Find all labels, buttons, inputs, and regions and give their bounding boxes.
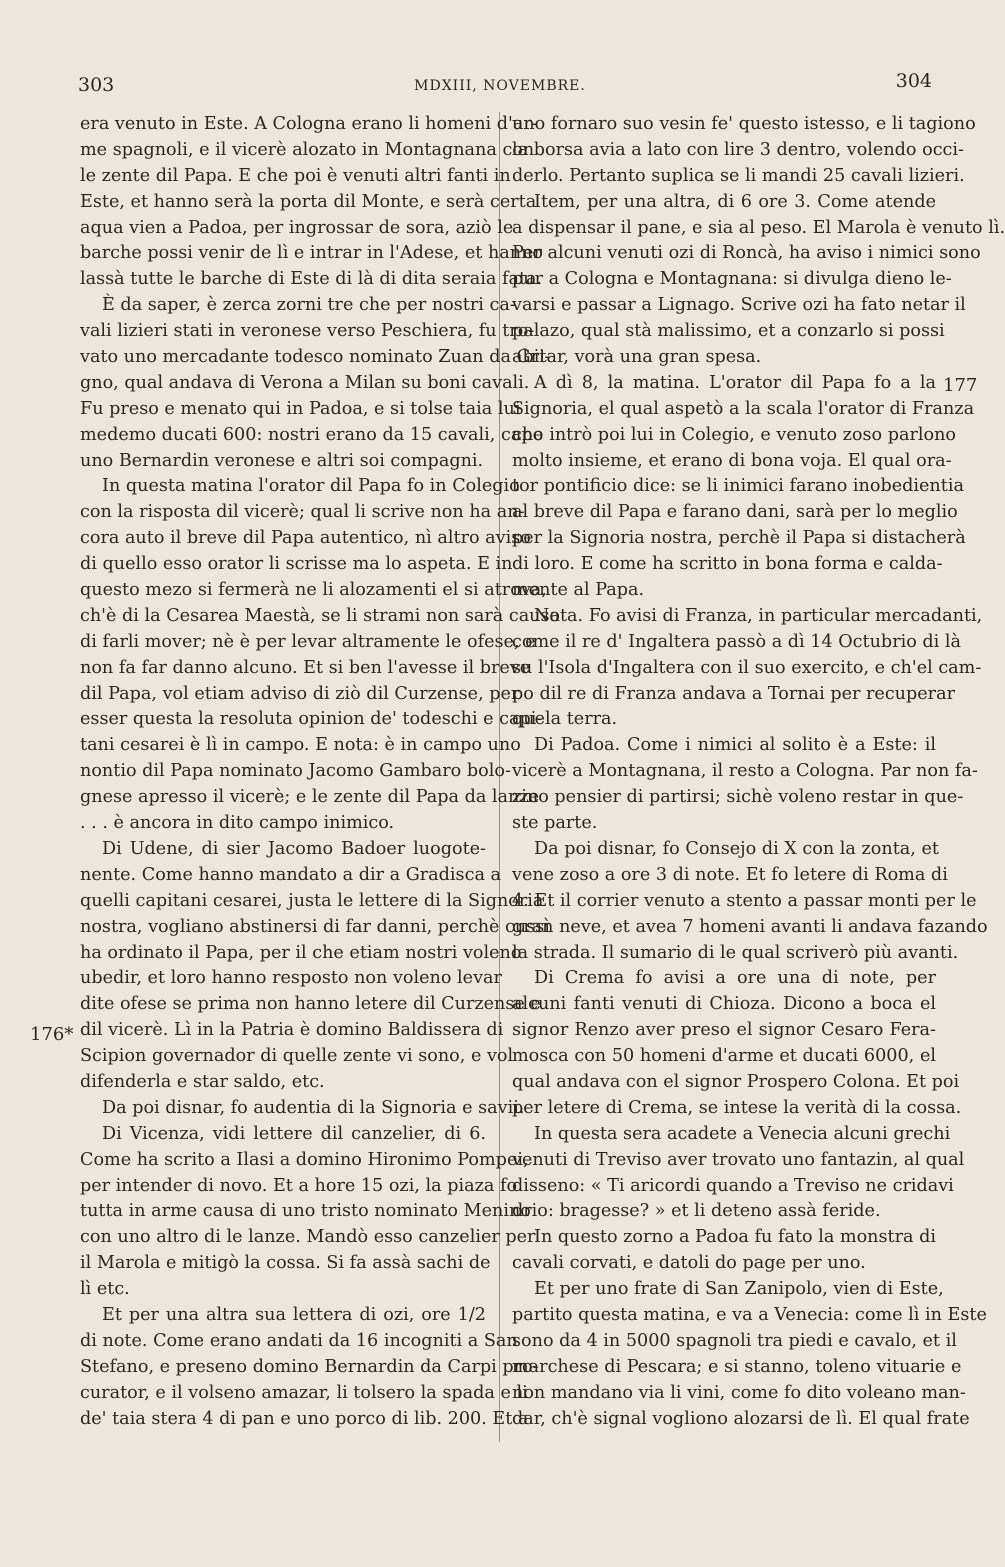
text-line: esser questa la resoluta opinion de' todeschi e capi- [80,709,543,730]
text-line: palazo, qual stà malissimo, et a conzarlo si possi [512,321,945,342]
text-line: Di Padoa. Come i nimici al solito è a Este: il [534,735,936,756]
text-line: per la Signoria nostra, perchè il Papa si distacherà [512,528,966,549]
text-line: ste parte. [512,813,598,834]
text-line: non mandano via li vini, come fo dito voleano man- [512,1382,966,1403]
text-line: Nota. Fo avisi di Franza, in particular mercadanti, [534,605,983,626]
text-line: barche possi venir de lì e intrar in l'Adese, et hanno [80,243,544,264]
margin-note-left: 176* [30,1024,74,1045]
text-line: su l'Isola d'Ingaltera con il suo exercito, e ch'el cam- [512,657,982,678]
text-line: al breve dil Papa e farano dani, sarà per lo meglio [512,502,958,523]
margin-note-right: 177 [943,375,978,396]
text-line: . . . è ancora in dito campo inimico. [80,813,395,834]
text-line: di quello esso orator li scrisse ma lo aspeta. E in [80,554,513,575]
text-line: uno fornaro suo vesin fe' questo istesso, e li tagiono [512,114,976,134]
text-line: Scipion governador di quelle zente vi sono, e vol [80,1046,514,1067]
text-line: partito questa matina, e va a Venecia: come lì in Este [512,1304,987,1325]
text-line: difenderla e star saldo, etc. [80,1071,325,1092]
text-line: alcuni fanti venuti di Chioza. Dicono a boca el [512,994,936,1015]
text-line: nontio dil Papa nominato Jacomo Gambaro bolo- [80,761,511,782]
text-line: In questa sera acadete a Venecia alcuni grechi [534,1123,951,1144]
text-line: cora auto il breve dil Papa autentico, nì altro aviso [80,528,531,549]
text-line: di loro. E come ha scritto in bona forma e calda- [512,554,943,575]
text-line: la strada. Il sumario di le qual scriverò più avanti. [512,942,959,963]
text-line: per intender di novo. Et a hore 15 ozi, la piaza fo [80,1175,518,1196]
text-line: Signoria, el qual aspetò a la scala l'orator di Franza [512,398,975,419]
text-line: derlo. Pertanto suplica se li mandi 25 cavali lizieri. [512,165,965,186]
text-line: In questa matina l'orator dil Papa fo in Colegio [102,476,520,497]
text-line: come il re d' Ingaltera passò a dì 14 Octubrio di là [512,631,962,652]
text-line: la borsa avia a lato con lire 3 dentro, volendo occi- [512,139,964,160]
text-line: Da poi disnar, fo Consejo di X con la zonta, et [534,838,939,859]
text-line: quela terra. [512,709,618,730]
text-line: tani cesarei è lì in campo. E nota: è in campo uno [80,735,521,756]
text-line: non fa far danno alcuno. Et si ben l'avesse il breve [80,657,531,678]
text-line: le zente dil Papa. E che poi è venuti altri fanti in [80,165,511,186]
text-line: abitar, vorà una gran spesa. [512,347,762,368]
left-page-number: 303 [78,74,115,96]
running-title: MDXIII, NOVEMBRE. [414,78,586,94]
text-line: quelli capitani cesarei, justa le lettere di la Signoria [80,890,544,911]
text-line: Et per una altra sua lettera di ozi, ore 1/2 [102,1304,486,1325]
text-line: il Marola e mitigò la cossa. Si fa assà sachi de [80,1253,491,1274]
text-line: nostra, vogliano abstinersi di far danni, perchè cussì [80,916,550,937]
right-page-number: 304 [895,70,932,92]
text-line: gran neve, et avea 7 homeni avanti li andava fazando [512,916,988,937]
text-line: di farli mover; nè è per levar altramente le ofese, e [80,631,536,652]
text-line: Da poi disnar, fo audentia di la Signoria e savii. [102,1097,525,1118]
text-line: nente. Come hanno mandato a dir a Gradisca a [80,864,502,885]
text-line: uno Bernardin veronese e altri soi compagni. [80,450,484,471]
text-line: Di Vicenza, vidi lettere dil canzelier, di 6. [102,1123,486,1144]
text-line: a dispensar il pane, e sia al peso. El Marola è venuto lì. [512,217,1005,238]
text-line: drio: bragesse? » et li deteno assà feride. [512,1201,881,1222]
text-line: A dì 8, la matina. L'orator dil Papa fo a la [534,372,936,393]
text-line: venuti di Treviso aver trovato uno fantazin, al qual [512,1149,965,1170]
text-line: me spagnoli, e il vicerè alozato in Montagnana con [80,139,535,160]
text-line: varsi e passar a Lignago. Scrive ozi ha fato netar il [512,295,966,316]
text-line: disseno: « Ti aricordi quando a Treviso ne cridavi [512,1175,954,1196]
text-line: Come ha scrito a Ilasi a domino Hironimo Pompei, [80,1149,529,1170]
text-line: cavali corvati, e datoli do page per uno. [512,1253,866,1274]
text-line: signor Renzo aver preso el signor Cesaro Fera- [512,1020,936,1041]
text-line: dil Papa, vol etiam adviso di ziò dil Curzense, per [80,683,520,704]
text-line: curator, e il volseno amazar, li tolsero la spada e li [80,1382,528,1403]
text-line: mente al Papa. [512,580,645,601]
text-line: gno, qual andava di Verona a Milan su boni cavali. [80,372,530,393]
text-line: de' taia stera 4 di pan e uno porco di lib. 200. Et a [80,1408,529,1429]
text-line: vicerè a Montagnana, il resto a Cologna. Par non fa- [512,761,978,782]
text-line: Di Crema fo avisi a ore una di note, per [534,968,936,989]
text-line: vato uno mercadante todesco nominato Zuan da Gri- [80,347,551,368]
text-line: Fu preso e menato qui in Padoa, e si tolse taia lui [80,398,521,419]
text-line: aqua vien a Padoa, per ingrossar de sora, aziò le [80,217,514,238]
text-line: dite ofese se prima non hanno letere dil Curzense e [80,994,541,1015]
text-line: marchese di Pescara; e si stanno, toleno vituarie e [512,1356,962,1377]
text-line: vene zoso a ore 3 di note. Et fo letere di Roma di [512,864,948,885]
text-line: qual andava con el signor Prospero Colona. Et poi [512,1071,960,1092]
text-line: era venuto in Este. A Cologna erano li homeni d'ar- [80,114,538,134]
text-line: dil vicerè. Lì in la Patria è domino Baldissera di [80,1020,504,1041]
text-line: medemo ducati 600: nostri erano da 15 cavali, capo [80,424,544,445]
text-line: per letere di Crema, se intese la verità di la cossa. [512,1097,962,1118]
text-line: di note. Come erano andati da 16 incogniti a San [80,1330,518,1351]
text-line: mosca con 50 homeni d'arme et ducati 6000, el [512,1046,936,1067]
text-line: In questo zorno a Padoa fu fato la monstra di [534,1227,936,1248]
text-line: Este, et hanno serà la porta dil Monte, e serà certa [80,191,537,212]
text-line: Di Udene, di sier Jacomo Badoer luogote- [102,838,486,859]
text-line: Et per uno frate di San Zanipolo, vien di Este, [534,1279,944,1300]
text-line: lassà tutte le barche di Este di là di dita seraia fata. [80,269,543,290]
text-line: pur a Cologna e Montagnana: si divulga dieno le- [512,269,952,290]
running-header [0,70,1000,100]
text-line: tor pontificio dice: se li inimici farano inobedientia [512,476,964,497]
text-line: È da saper, è zerca zorni tre che per nostri ca- [102,295,516,316]
text-line: gnese apresso il vicerè; e le zente dil Papa da lanze [80,787,540,808]
text-line: tutta in arme causa di uno tristo nominato Menino [80,1201,531,1222]
text-line: ubedir, et loro hanno resposto non voleno levar [80,968,502,989]
text-line: Per alcuni venuti ozi di Roncà, ha aviso i nimici sono [512,243,981,264]
text-line: questo mezo si fermerà ne li alozamenti el si atrova, [80,580,547,601]
text-line: zino pensier di partirsi; sichè voleno restar in que- [512,787,964,808]
text-line: lì etc. [80,1279,130,1300]
text-line: con uno altro di le lanze. Mandò esso canzelier per [80,1227,536,1248]
text-line: vali lizieri stati in veronese verso Peschiera, fu tro- [80,321,535,342]
text-line: ch'è di la Cesarea Maestà, se li strami non sarà causa [80,605,561,626]
text-line: sono da 4 in 5000 spagnoli tra piedi e cavalo, et il [512,1330,957,1351]
text-line: Item, per una altra, di 6 ore 3. Come atende [534,191,936,212]
text-line: con la risposta dil vicerè; qual li scrive non ha an- [80,502,525,523]
text-line: Stefano, e preseno domino Bernardin da Carpi pro- [80,1356,539,1377]
text-line: che intrò poi lui in Colegio, e venuto zoso parlono [512,424,957,445]
text-line: molto insieme, et erano di bona voja. El qual ora- [512,450,952,471]
text-line: po dil re di Franza andava a Tornai per recuperar [512,683,955,704]
text-line: dar, ch'è signal vogliono alozarsi de lì. El qual frate [512,1408,970,1429]
text-line: 4. Et il corrier venuto a stento a passar monti per le [512,890,977,911]
text-line: ha ordinato il Papa, per il che etiam nostri voleno [80,942,522,963]
